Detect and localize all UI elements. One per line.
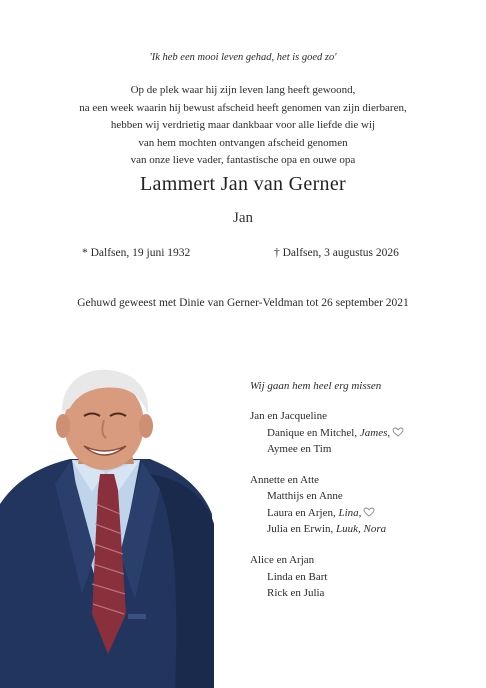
family-parent: Annette en Atte [250, 474, 320, 487]
portrait-photo [0, 364, 214, 688]
grandchild-names: Luuk, Nora [336, 523, 387, 536]
family-group [250, 472, 404, 537]
family-child [250, 425, 404, 441]
married-note: Gehuwd geweest met Dinie van Gerner-Veldman tot 26 september 2021 [77, 297, 409, 309]
intro-line: van onze lieve vader, fantastische opa en ouwe opa [130, 154, 356, 166]
family-parent: Alice en Arjan [250, 554, 315, 567]
motto-quote: 'Ik heb een mooi leven gehad, het is goed zo' [149, 52, 337, 63]
intro-line: Op de plek waar hij zijn leven lang heeft gewoond, [130, 84, 356, 96]
child-names: Linda en Bart [267, 570, 328, 583]
child-names: Rick en Julia [267, 586, 325, 599]
intro-line: hebben wij verdrietig maar dankbaar voor alle liefde die wij [110, 119, 376, 131]
intro-line: van hem mochten ontvangen afscheid genomen [138, 136, 348, 149]
child-names: Laura en Arjen, [267, 506, 339, 519]
family-intro: Wij gaan hem heel erg missen [250, 380, 382, 392]
child-names: Julia en Erwin, [267, 523, 337, 536]
deceased-call-name: Jan [233, 210, 253, 226]
family-group [250, 552, 404, 601]
heart-icon [363, 507, 375, 517]
family-child [250, 569, 404, 585]
family-child [250, 521, 404, 537]
family-child [250, 488, 404, 504]
birth-date: * Dalfsen, 19 juni 1932 [82, 247, 191, 259]
family-child [250, 585, 404, 601]
family-group [250, 408, 404, 457]
intro-line: na een week waarin hij bewust afscheid heeft genomen van zijn dierbaren, [79, 101, 407, 114]
grandchild-names: Lina, [338, 506, 362, 519]
family-parent: Jan en Jacqueline [250, 410, 327, 423]
child-names: Aymee en Tim [267, 442, 332, 455]
deceased-full-name: Lammert Jan van Gerner [140, 173, 346, 195]
child-names: Matthijs en Anne [267, 490, 343, 503]
family-child [250, 505, 404, 521]
portrait-illustration [0, 364, 214, 688]
grandchild-names: James, [359, 426, 391, 439]
child-names: Danique en Mitchel, [267, 426, 360, 439]
heart-icon [392, 427, 404, 437]
family-child [250, 441, 404, 457]
family-list [250, 378, 404, 616]
death-date: † Dalfsen, 3 augustus 2026 [274, 247, 399, 259]
intro-text [0, 82, 486, 170]
